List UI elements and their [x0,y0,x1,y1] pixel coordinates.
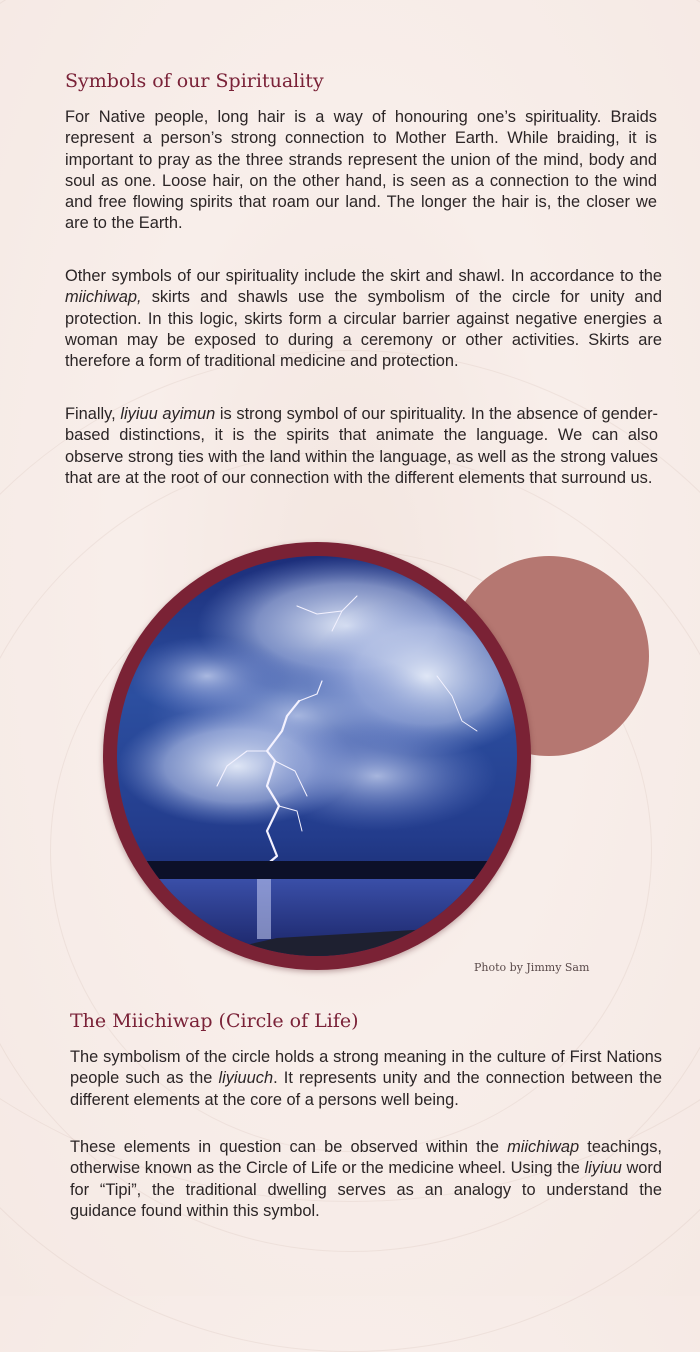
lightning-photo-image [117,556,517,956]
photo-credit: Photo by Jimmy Sam [474,961,590,974]
paragraph-text: . It represents unity and the connection between the different elements at the core of a persons well being. [70,1069,662,1109]
paragraph-text: Other symbols of our spirituality include the skirt and shawl. In accordance to the [65,267,662,285]
paragraph-text: For Native people, long hair is a way of honouring one’s spirituality. Braids represent a person’s strong connection to Mother Earth. While braiding, it is important to pray as the three strands represent the union of the mind, body and soul as one. Loose hair, on the other hand, is seen as a connection to the wind and free flowing spirits that roam our land. The longer the hair is, the closer we are to the Earth. [65,108,657,233]
paragraph-circle-symbolism [70,1047,662,1111]
paragraph-text: The symbolism of the circle holds a strong meaning in the culture of First Nations people such as the [70,1048,662,1088]
section-title-spirituality: Symbols of our Spirituality [65,70,324,92]
paragraph-hair [65,107,657,235]
paragraph-teachings [70,1137,662,1222]
emphasis-term: liyiuuch [218,1069,274,1088]
paragraph-text: word for “Tipi”, the traditional dwelling serves as an analogy to understand the guidance found within this symbol. [70,1159,662,1220]
photo-frame [103,542,531,970]
lightning-photo [117,556,517,956]
paragraph-language [65,404,658,489]
section-title-miichiwap: The Miichiwap (Circle of Life) [70,1010,359,1032]
emphasis-term: liyiuu ayimun [120,405,216,423]
paragraph-text: is strong symbol of our spirituality. In the absence of gender-based distinctions, it is the spirits that animate the language. We can also observe strong ties with the land within the language, as well as the strong values that are at the root of our connection with the different elements that surround us. [65,405,658,487]
emphasis-term: miichiwap [507,1138,580,1156]
paragraph-text: teachings, otherwise known as the Circle of Life or the medicine wheel. Using the [70,1138,662,1178]
paragraph-text: skirts and shawls use the symbolism of the circle for unity and protection. In this logic, skirts form a circular barrier against negative energies a woman may be exposed to during a ceremony or other activities. Skirts are therefore a form of traditional medicine and protection. [65,288,662,371]
paragraph-skirt-shawl [65,266,662,372]
emphasis-term: miichiwap, [65,288,142,307]
paragraph-text: Finally, [65,405,121,423]
emphasis-term: liyiuu [584,1159,622,1178]
paragraph-text: These elements in question can be observed within the [70,1138,508,1156]
